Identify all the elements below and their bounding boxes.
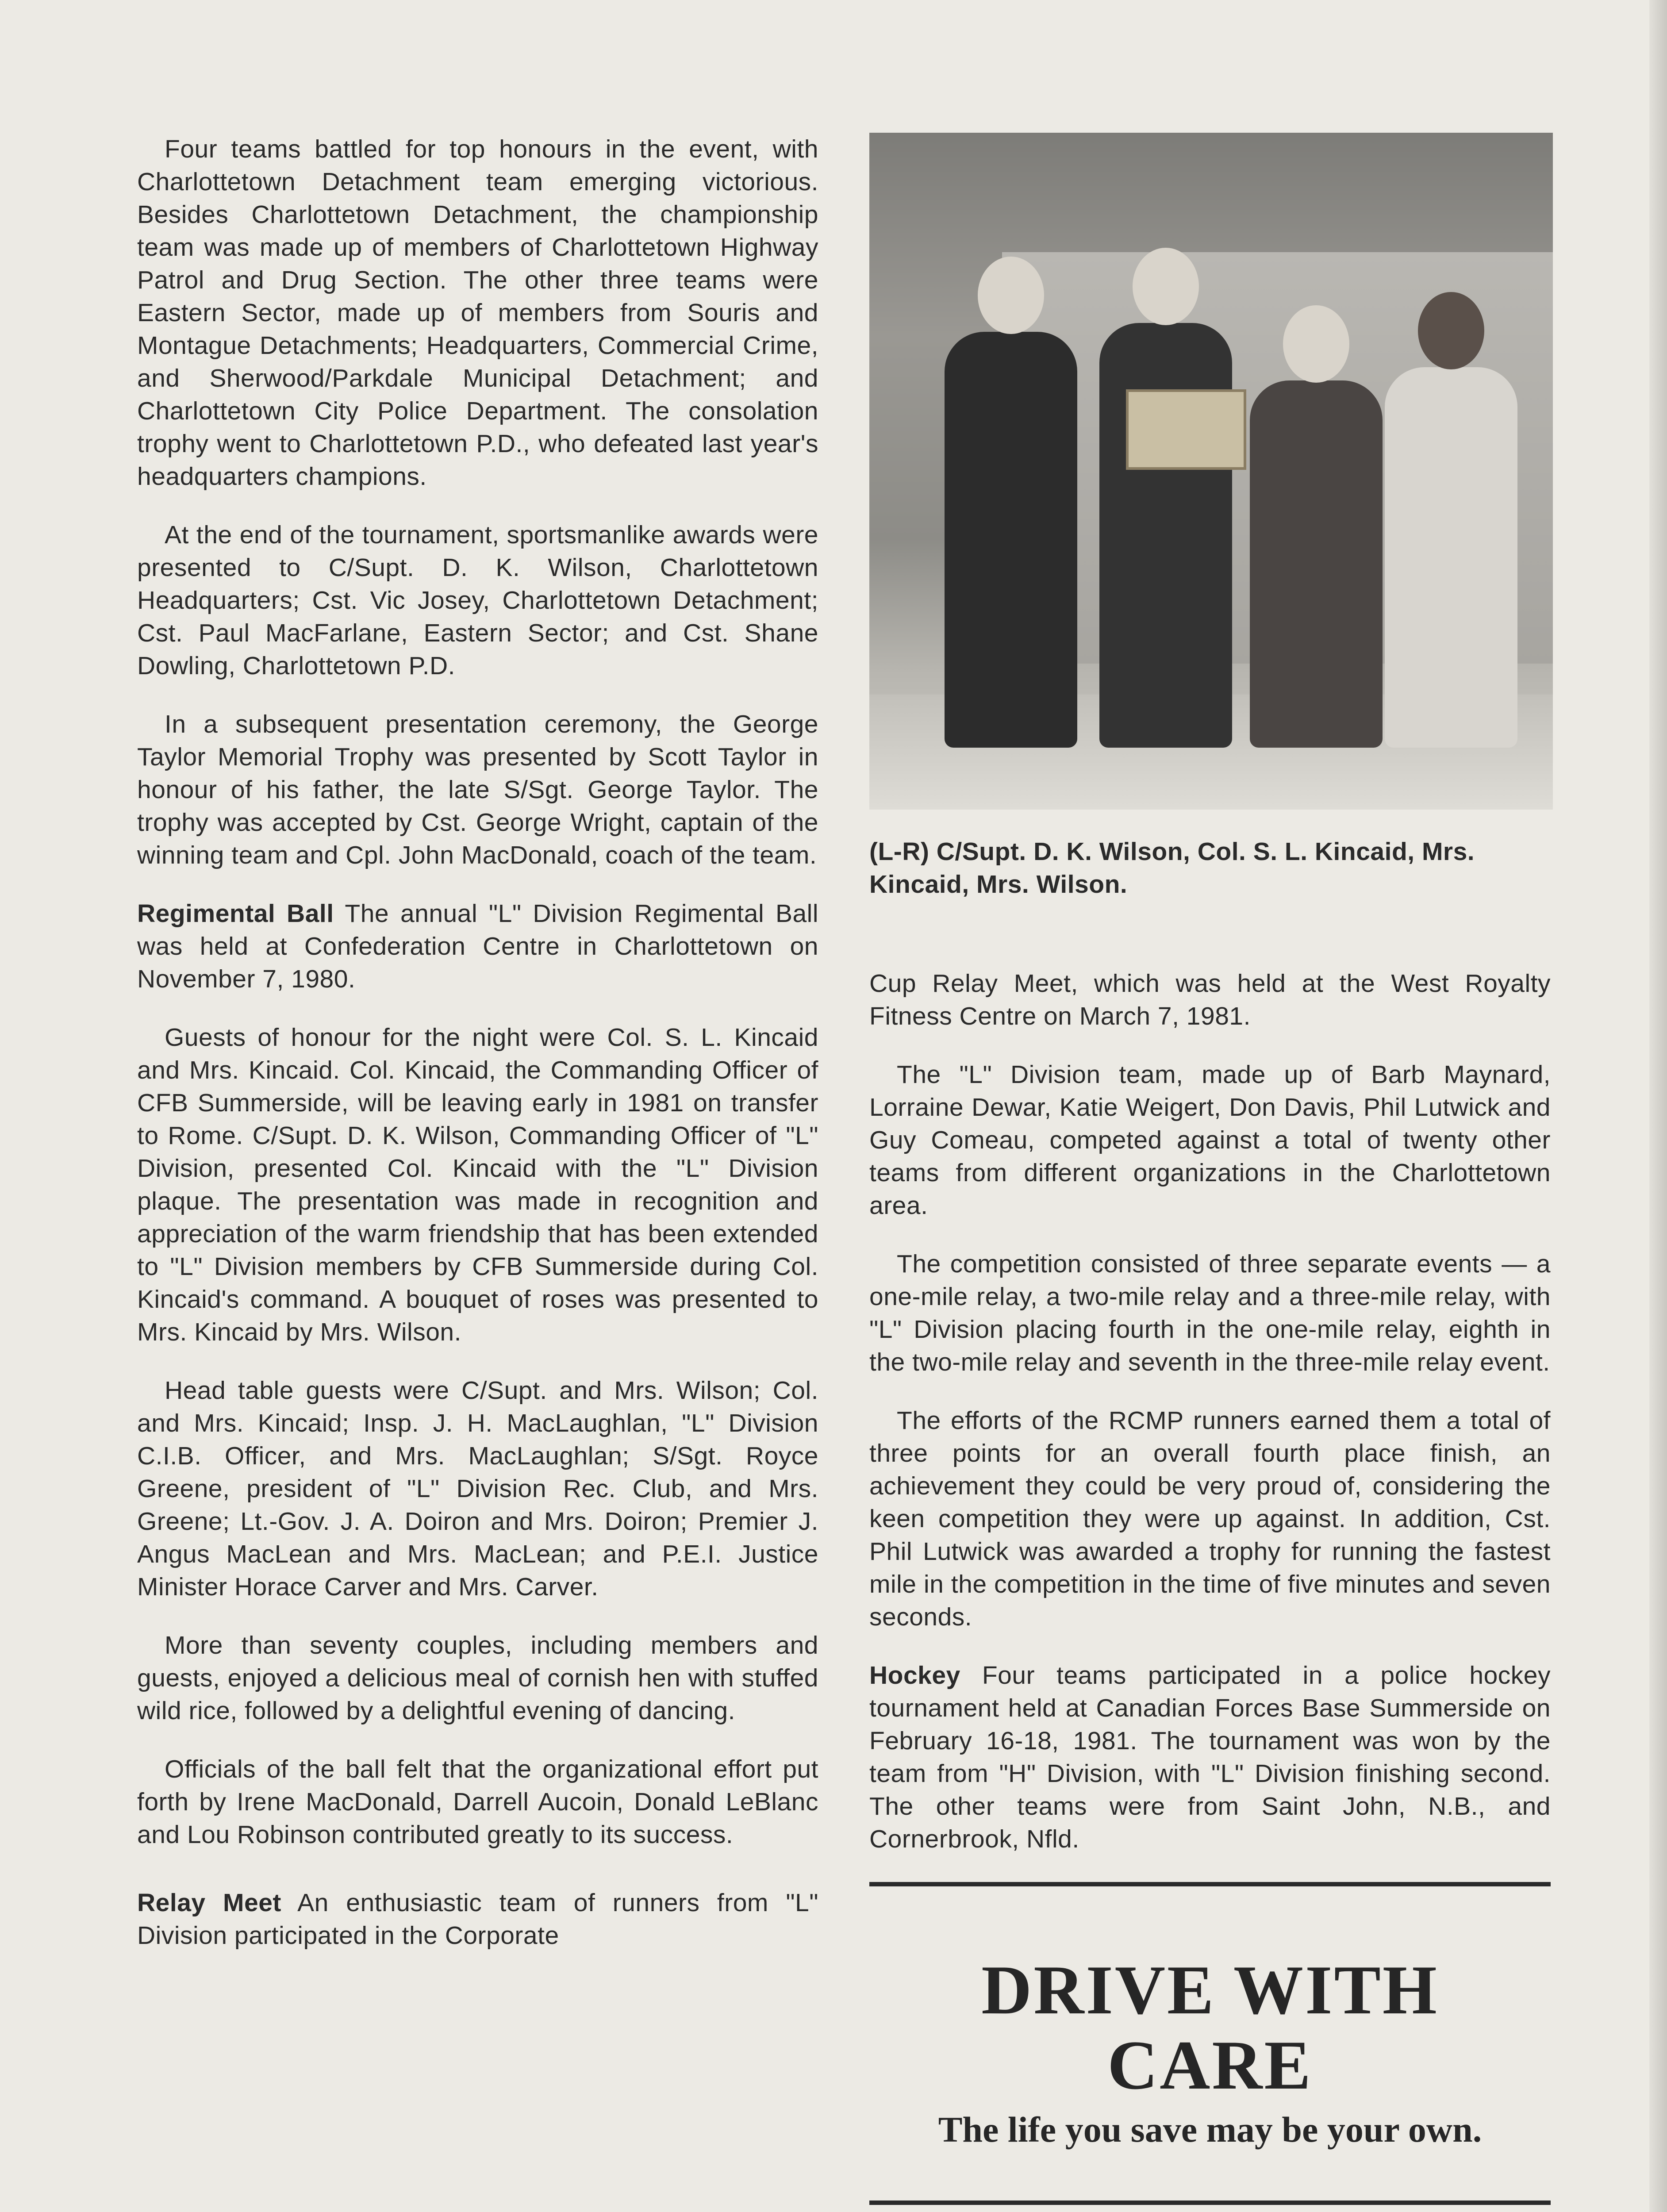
right-column [869, 133, 1551, 2205]
plaque-image [1126, 389, 1246, 470]
section-heading-relay-meet: Relay Meet [137, 1889, 281, 1917]
paragraph: Cup Relay Meet, which was held at the West Royalty Fitness Centre on March 7, 1981. [869, 969, 1551, 1030]
section-heading-hockey: Hockey [869, 1661, 960, 1690]
left-column [137, 133, 818, 1978]
paragraph: Officials of the ball felt that the organizational effort put forth by Irene MacDonald, Darrell Aucoin, Donald LeBlanc and Lou Robinson contributed greatly to its success. [137, 1755, 818, 1849]
paragraph-text: Four teams participated in a police hockey tournament held at Canadian Forces Base Summerside on February 16-18, 1981. The tournament was won by the team from "H" Division, with "L" Division finishing second. The other teams were from Saint John, N.B., and Cornerbrook, Nfld. [869, 1661, 1551, 1853]
paragraph-text: An enthusiastic team of runners from "L" Division participated in the Corporate [137, 1889, 818, 1950]
ad-subtitle: The life you save may be your own. [938, 2109, 1482, 2150]
person-figure [1250, 380, 1383, 748]
paragraph: In a subsequent presentation ceremony, the George Taylor Memorial Trophy was presented by Scott Taylor in honour of his father, the late S/Sgt. George Taylor. The trophy was accepted by Cst. George Wright, captain of the winning team and Cpl. John MacDonald, coach of the team. [137, 710, 818, 869]
person-figure [945, 332, 1077, 748]
paragraph-text: The annual "L" Division Regimental Ball was held at Confederation Centre in Charlottetown on November 7, 1980. [137, 899, 818, 993]
person-head [1283, 305, 1349, 383]
person-head [978, 257, 1044, 334]
paragraph: Four teams battled for top honours in the event, with Charlottetown Detachment team emerging victorious. Besides Charlottetown Detachment, the championship team was made up of members of Charlottetown Highway Patrol and Drug Section. The other three teams were Eastern Sector, made up of members from Souris and Montague Detachments; Headquarters, Commercial Crime, and Sherwood/Parkdale Municipal Detachment; and Charlottetown City Police Department. The consolation trophy went to Charlottetown P.D., who defeated last year's headquarters champions. [137, 135, 818, 491]
person-figure [1385, 367, 1517, 748]
drive-with-care-ad [869, 1882, 1551, 2205]
ad-top-rule [869, 1882, 1551, 1886]
paragraph: Guests of honour for the night were Col. S. L. Kincaid and Mrs. Kincaid. Col. Kincaid, the Commanding Officer of CFB Summerside, will be leaving early in 1981 on transfer to Rome. C/Supt. D. K. Wilson, Commanding Officer of "L" Division, presented Col. Kincaid with the "L" Division plaque. The presentation was made in recognition and appreciation of the warm friendship that has been extended to "L" Division members by CFB Summerside during Col. Kincaid's command. A bouquet of roses was presented to Mrs. Kincaid by Mrs. Wilson. [137, 1023, 818, 1346]
paragraph-regimental-ball [137, 897, 818, 995]
person-figure [1099, 323, 1232, 748]
ad-bottom-rule [869, 2200, 1551, 2205]
paragraph: More than seventy couples, including members and guests, enjoyed a delicious meal of cornish hen with stuffed wild rice, followed by a delightful evening of dancing. [137, 1631, 818, 1725]
paragraph-hockey [869, 1659, 1551, 1855]
paragraph: At the end of the tournament, sportsmanlike awards were presented to C/Supt. D. K. Wilson, Charlottetown Headquarters; Cst. Vic Josey, Charlottetown Detachment; Cst. Paul MacFarlane, Eastern Sector; and Cst. Shane Dowling, Charlottetown P.D. [137, 521, 818, 680]
person-head [1418, 292, 1484, 369]
ad-title: DRIVE WITH CARE [981, 1951, 1439, 2104]
paragraph: The efforts of the RCMP runners earned them a total of three points for an overall fourth place finish, an achievement they could be very proud of, considering the keen competition they were up against. In addition, Cst. Phil Lutwick was awarded a trophy for running the fastest mile in the competition in the time of five minutes and seven seconds. [869, 1406, 1551, 1631]
group-photo [869, 133, 1553, 810]
photo-caption: (L-R) C/Supt. D. K. Wilson, Col. S. L. Kincaid, Mrs. Kincaid, Mrs. Wilson. [869, 837, 1475, 899]
paragraph-relay-meet [137, 1886, 818, 1952]
page-edge [1649, 0, 1667, 2212]
person-head [1133, 248, 1199, 325]
section-heading-regimental-ball: Regimental Ball [137, 899, 334, 928]
paragraph: The competition consisted of three separate events — a one-mile relay, a two-mile relay and a three-mile relay, with "L" Division placing fourth in the one-mile relay, eighth in the two-mile relay and seventh in the three-mile relay event. [869, 1250, 1551, 1376]
paragraph: The "L" Division team, made up of Barb Maynard, Lorraine Dewar, Katie Weigert, Don Davis, Phil Lutwick and Guy Comeau, competed against a total of twenty other teams from different organizations in the Charlottetown area. [869, 1060, 1551, 1220]
paragraph: Head table guests were C/Supt. and Mrs. Wilson; Col. and Mrs. Kincaid; Insp. J. H. MacLaughlan, "L" Division C.I.B. Officer, and Mrs. MacLaughlan; S/Sgt. Royce Greene, president of "L" Division Rec. Club, and Mrs. Greene; Lt.-Gov. J. A. Doiron and Mrs. Doiron; Premier J. Angus MacLean and Mrs. MacLean; and P.E.I. Justice Minister Horace Carver and Mrs. Carver. [137, 1376, 818, 1601]
